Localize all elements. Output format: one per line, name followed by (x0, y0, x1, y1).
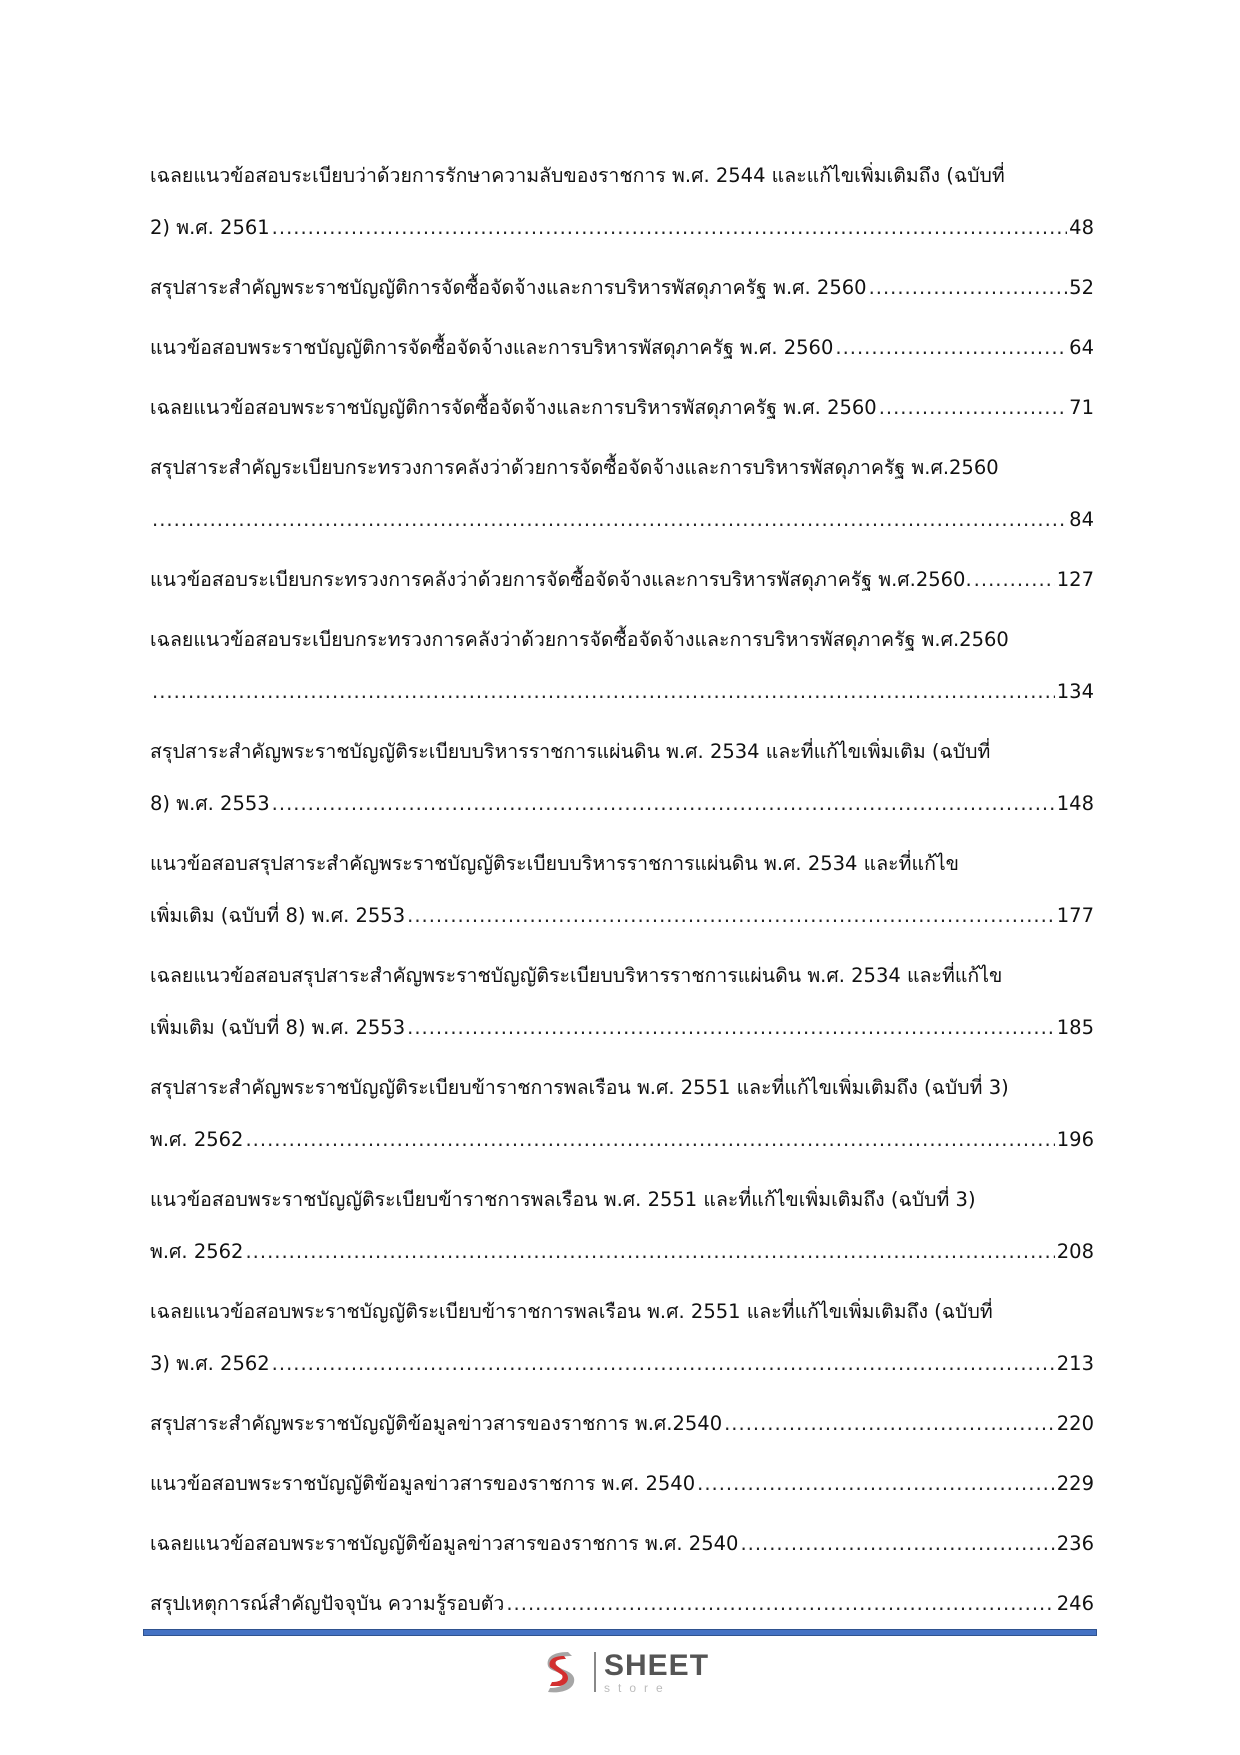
toc-entry-title: 2) พ.ศ. 2561 (150, 216, 270, 239)
dot-leader (879, 382, 1067, 434)
toc-page-number: 127 (1056, 568, 1094, 591)
dot-leader (740, 1518, 1054, 1570)
toc-entry[interactable] (150, 1458, 1094, 1510)
toc-entry-line (150, 150, 1094, 202)
dot-leader (869, 262, 1068, 314)
toc-entry-title: สรุปเหตุการณ์สำคัญปัจจุบัน ความรู้รอบตัว (150, 1592, 505, 1615)
toc-entry-title: พ.ศ. 2562 (150, 1128, 244, 1151)
toc-entry-line (150, 494, 1094, 546)
toc-entry[interactable] (150, 322, 1094, 374)
toc-page-number: 84 (1069, 508, 1094, 531)
dot-leader (724, 1398, 1055, 1450)
toc-page-number: 208 (1056, 1240, 1094, 1263)
toc-entry-line (150, 1226, 1094, 1278)
toc-entry-title: สรุปสาระสำคัญพระราชบัญญัติการจัดซื้อจัดจ้างและการบริหารพัสดุภาครัฐ พ.ศ. 2560 (150, 276, 867, 299)
toc-entry-title: สรุปสาระสำคัญระเบียบกระทรวงการคลังว่าด้วยการจัดซื้อจัดจ้างและการบริหารพัสดุภาครัฐ พ.ศ.2560 (150, 456, 999, 479)
toc-entry-line (150, 1002, 1094, 1054)
toc-entry[interactable] (150, 1062, 1094, 1166)
toc-entry[interactable] (150, 1286, 1094, 1390)
sheet-store-logo-icon (538, 1648, 586, 1696)
dot-leader (835, 322, 1067, 374)
toc-entry[interactable] (150, 726, 1094, 830)
toc-entry-line (150, 442, 1094, 494)
footer-divider (143, 1629, 1097, 1636)
toc-entry-title: 3) พ.ศ. 2562 (150, 1352, 270, 1375)
toc-entry-title: สรุปสาระสำคัญพระราชบัญญัติระเบียบบริหารราชการแผ่นดิน พ.ศ. 2534 และที่แก้ไขเพิ่มเติม (ฉบับที่ (150, 740, 991, 763)
toc-entry-line (150, 1174, 1094, 1226)
toc-entry-title: แนวข้อสอบพระราชบัญญัติการจัดซื้อจัดจ้างและการบริหารพัสดุภาครัฐ พ.ศ. 2560 (150, 336, 834, 359)
toc-entry-line (150, 890, 1094, 942)
toc-entry-title: แนวข้อสอบพระราชบัญญัติระเบียบข้าราชการพลเรือน พ.ศ. 2551 และที่แก้ไขเพิ่มเติมถึง (ฉบับที่ 3) (150, 1188, 976, 1211)
toc-entry-title: สรุปสาระสำคัญพระราชบัญญัติระเบียบข้าราชการพลเรือน พ.ศ. 2551 และที่แก้ไขเพิ่มเติมถึง (ฉบับที่ 3) (150, 1076, 1009, 1099)
logo-subtitle: store (604, 1680, 671, 1695)
dot-leader (245, 1226, 1054, 1278)
dot-leader (272, 778, 1055, 830)
toc-entry-title: แนวข้อสอบพระราชบัญญัติข้อมูลข่าวสารของราชการ พ.ศ. 2540 (150, 1472, 696, 1495)
toc-entry-line (150, 726, 1094, 778)
toc-entry-title: เพิ่มเติม (ฉบับที่ 8) พ.ศ. 2553 (150, 904, 406, 927)
toc-page-number: 246 (1056, 1592, 1094, 1615)
toc-page-number: 220 (1056, 1412, 1094, 1435)
toc-entry-line (150, 1458, 1094, 1510)
toc-entry-title: เพิ่มเติม (ฉบับที่ 8) พ.ศ. 2553 (150, 1016, 406, 1039)
toc-entry-line (150, 778, 1094, 830)
toc-entry-line (150, 838, 1094, 890)
toc-entry-line (150, 1338, 1094, 1390)
dot-leader (152, 494, 1067, 546)
toc-entry[interactable] (150, 1518, 1094, 1570)
toc-entry-line (150, 1062, 1094, 1114)
toc-entry-title: แนวข้อสอบระเบียบกระทรวงการคลังว่าด้วยการจัดซื้อจัดจ้างและการบริหารพัสดุภาครัฐ พ.ศ.2560. (150, 568, 972, 591)
table-of-contents (150, 150, 1094, 1638)
toc-entry-title: แนวข้อสอบสรุปสาระสำคัญพระราชบัญญัติระเบียบบริหารราชการแผ่นดิน พ.ศ. 2534 และที่แก้ไข (150, 852, 960, 875)
sheet-store-logo (538, 1648, 709, 1696)
toc-page-number: 71 (1069, 396, 1094, 419)
logo-text (604, 1648, 710, 1695)
toc-entry-title: เฉลยแนวข้อสอบพระราชบัญญัติระเบียบข้าราชการพลเรือน พ.ศ. 2551 และที่แก้ไขเพิ่มเติมถึง (ฉบับที่ (150, 1300, 993, 1323)
toc-entry-line (150, 1398, 1094, 1450)
toc-entry-title: พ.ศ. 2562 (150, 1240, 244, 1263)
toc-page-number: 213 (1056, 1352, 1094, 1375)
toc-entry-line (150, 666, 1094, 718)
toc-entry-title: เฉลยแนวข้อสอบพระราชบัญญัติข้อมูลข่าวสารของราชการ พ.ศ. 2540 (150, 1532, 739, 1555)
toc-entry-line (150, 202, 1094, 254)
dot-leader (245, 1114, 1054, 1166)
toc-entry-line (150, 262, 1094, 314)
toc-page-number: 134 (1056, 680, 1094, 703)
dot-leader (506, 1578, 1054, 1630)
toc-page-number: 185 (1056, 1016, 1094, 1039)
toc-entry[interactable] (150, 1578, 1094, 1630)
toc-entry[interactable] (150, 150, 1094, 254)
dot-leader (407, 890, 1055, 942)
toc-page-number: 64 (1069, 336, 1094, 359)
toc-entry[interactable] (150, 442, 1094, 546)
toc-entry-line (150, 1518, 1094, 1570)
toc-entry-title: เฉลยแนวข้อสอบระเบียบว่าด้วยการรักษาความลับของราชการ พ.ศ. 2544 และแก้ไขเพิ่มเติมถึง (ฉบับที่ (150, 164, 1005, 187)
toc-page-number: 196 (1056, 1128, 1094, 1151)
toc-entry-line (150, 950, 1094, 1002)
toc-page-number: 48 (1069, 216, 1094, 239)
toc-entry[interactable] (150, 614, 1094, 718)
toc-entry[interactable] (150, 262, 1094, 314)
toc-entry-line (150, 554, 1094, 606)
logo-separator (594, 1652, 596, 1692)
toc-entry-line (150, 1286, 1094, 1338)
dot-leader (272, 1338, 1055, 1390)
toc-entry[interactable] (150, 838, 1094, 942)
logo-title: SHEET (604, 1648, 710, 1682)
toc-entry-line (150, 1114, 1094, 1166)
toc-entry[interactable] (150, 1174, 1094, 1278)
toc-page-number: 148 (1056, 792, 1094, 815)
toc-entry-line (150, 614, 1094, 666)
toc-entry-line (150, 382, 1094, 434)
toc-entry-title: เฉลยแนวข้อสอบระเบียบกระทรวงการคลังว่าด้วยการจัดซื้อจัดจ้างและการบริหารพัสดุภาครัฐ พ.ศ.2560 (150, 628, 1009, 651)
toc-page-number: 229 (1056, 1472, 1094, 1495)
toc-entry-title: สรุปสาระสำคัญพระราชบัญญัติข้อมูลข่าวสารของราชการ พ.ศ.2540 (150, 1412, 723, 1435)
toc-entry-title: เฉลยแนวข้อสอบสรุปสาระสำคัญพระราชบัญญัติระเบียบบริหารราชการแผ่นดิน พ.ศ. 2534 และที่แก้ไข (150, 964, 1003, 987)
toc-page-number: 236 (1056, 1532, 1094, 1555)
dot-leader (272, 202, 1068, 254)
dot-leader (152, 666, 1055, 718)
dot-leader (697, 1458, 1055, 1510)
toc-entry-title: เฉลยแนวข้อสอบพระราชบัญญัติการจัดซื้อจัดจ้างและการบริหารพัสดุภาครัฐ พ.ศ. 2560 (150, 396, 877, 419)
toc-entry-title: 8) พ.ศ. 2553 (150, 792, 270, 815)
toc-entry[interactable] (150, 554, 1094, 606)
toc-page-number: 52 (1069, 276, 1094, 299)
toc-page-number: 177 (1056, 904, 1094, 927)
toc-entry[interactable] (150, 950, 1094, 1054)
dot-leader (974, 554, 1055, 606)
toc-entry-line (150, 1578, 1094, 1630)
toc-entry-line (150, 322, 1094, 374)
toc-entry[interactable] (150, 382, 1094, 434)
toc-entry[interactable] (150, 1398, 1094, 1450)
dot-leader (407, 1002, 1055, 1054)
